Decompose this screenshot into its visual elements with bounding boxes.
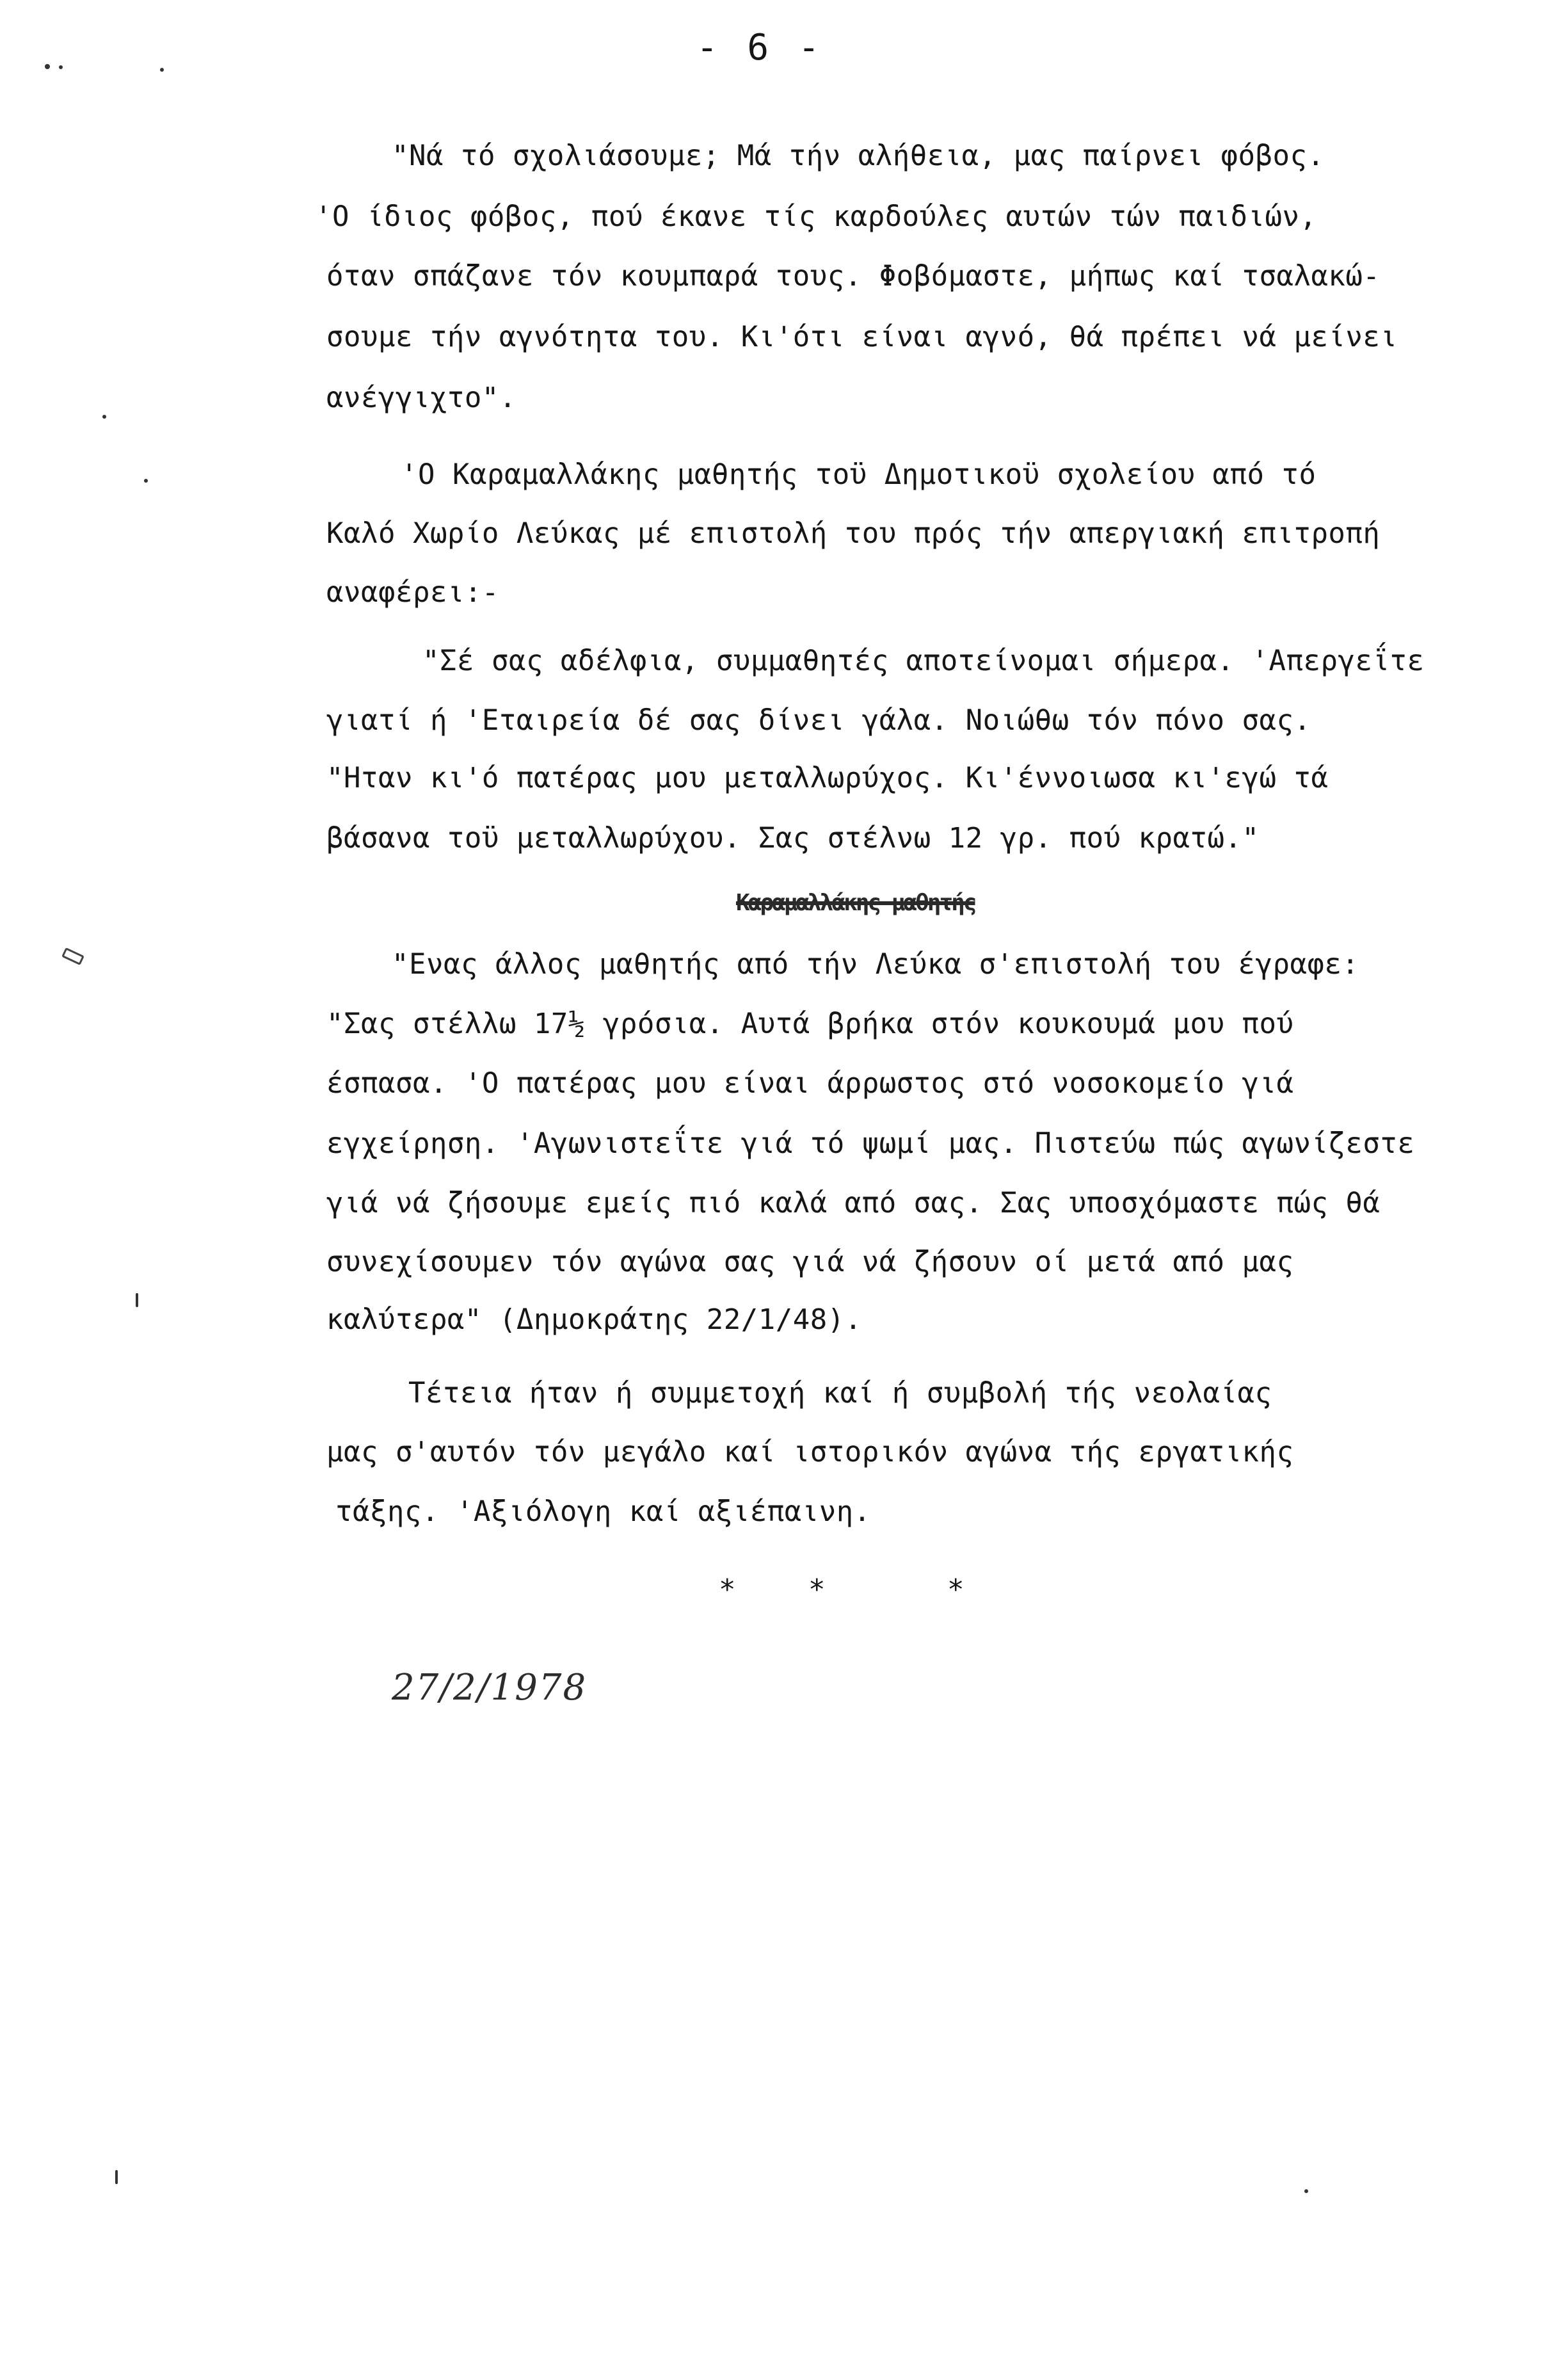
scan-speck — [45, 64, 50, 69]
text-line-8: αναφέρει:- — [326, 576, 499, 609]
separator-star-2: * — [808, 1573, 826, 1606]
text-line-20: Τέτεια ήταν ή συμμετοχή καί ή συμβολή τής νεολαίας — [408, 1377, 1272, 1410]
text-line-17: γιά νά ζήσουμε εμείς πιό καλά από σας. Σας υποσχόμαστε πώς θά — [326, 1187, 1381, 1219]
separator-star-1: * — [719, 1573, 736, 1606]
text-line-3: όταν σπάζανε τόν κουμπαρά τους. Φοβόμαστε, μήπως καί τσαλακώ- — [326, 260, 1381, 293]
text-line-22: τάξης. 'Αξιόλογη καί αξιέπαινη. — [335, 1495, 871, 1528]
scan-speck — [160, 68, 164, 72]
separator-star-3: * — [947, 1573, 965, 1606]
text-line-13: "Ενας άλλος μαθητής από τήν Λεύκα σ'επιστολή του έγραφε: — [392, 948, 1359, 981]
text-line-6: 'Ο Καραμαλλάκης μαθητής τοϋ Δημοτικοϋ σχολείου από τό — [401, 458, 1317, 491]
scan-speck — [59, 65, 63, 69]
scan-mark — [61, 947, 84, 965]
text-line-1: "Νά τό σχολιάσουμε; Μά τήν αλήθεια, μας παίρνει φόβος. — [392, 140, 1325, 172]
handwritten-date: 27/2/1978 — [392, 1667, 588, 1709]
scan-speck — [102, 415, 106, 419]
text-line-18: συνεχίσουμεν τόν αγώνα σας γιά νά ζήσουν οί μετά από μας — [326, 1246, 1294, 1278]
scan-speck — [144, 479, 148, 483]
text-line-10: γιατί ή 'Εταιρεία δέ σας δίνει γάλα. Νοιώθω τόν πόνο σας. — [326, 704, 1311, 737]
text-line-5: ανέγγιχτο". — [326, 382, 516, 414]
text-line-2: 'Ο ίδιος φόβος, πού έκανε τίς καρδούλες αυτών τών παιδιών, — [315, 200, 1317, 233]
scan-speck — [115, 2170, 118, 2184]
text-line-16: εγχείρηση. 'Αγωνιστεΐτε γιά τό ψωμί μας. Πιστεύω πώς αγωνίζεστε — [326, 1127, 1415, 1160]
text-line-11: "Ηταν κι'ό πατέρας μου μεταλλωρύχος. Κι'έννοιωσα κι'εγώ τά — [326, 762, 1329, 794]
text-line-7: Καλό Χωρίο Λεύκας μέ επιστολή του πρός τήν απεργιακή επιτροπή — [326, 517, 1381, 550]
page-number: - 6 - — [696, 27, 824, 68]
scan-speck — [1304, 2189, 1308, 2193]
text-line-14: "Σας στέλλω 17½ γρόσια. Αυτά βρήκα στόν κουκουμά μου πού — [326, 1008, 1294, 1040]
scan-speck — [136, 1293, 138, 1307]
struck-signature: Καραμαλλάκης μαθητής — [736, 890, 975, 916]
text-line-21: μας σ'αυτόν τόν μεγάλο καί ιστορικόν αγώνα τής εργατικής — [326, 1436, 1294, 1468]
text-line-15: έσπασα. 'Ο πατέρας μου είναι άρρωστος στό νοσοκομείο γιά — [326, 1067, 1294, 1100]
text-line-12: βάσανα τοϋ μεταλλωρύχου. Σας στέλνω 12 γρ. πού κρατώ." — [326, 822, 1260, 855]
text-line-9: "Σέ σας αδέλφια, συμμαθητές αποτείνομαι σήμερα. 'Απεργεΐτε — [422, 645, 1425, 677]
text-line-4: σουμε τήν αγνότητα του. Κι'ότι είναι αγνό, θά πρέπει νά μείνει — [326, 321, 1398, 353]
text-line-19: καλύτερα" (Δημοκράτης 22/1/48). — [326, 1303, 862, 1336]
